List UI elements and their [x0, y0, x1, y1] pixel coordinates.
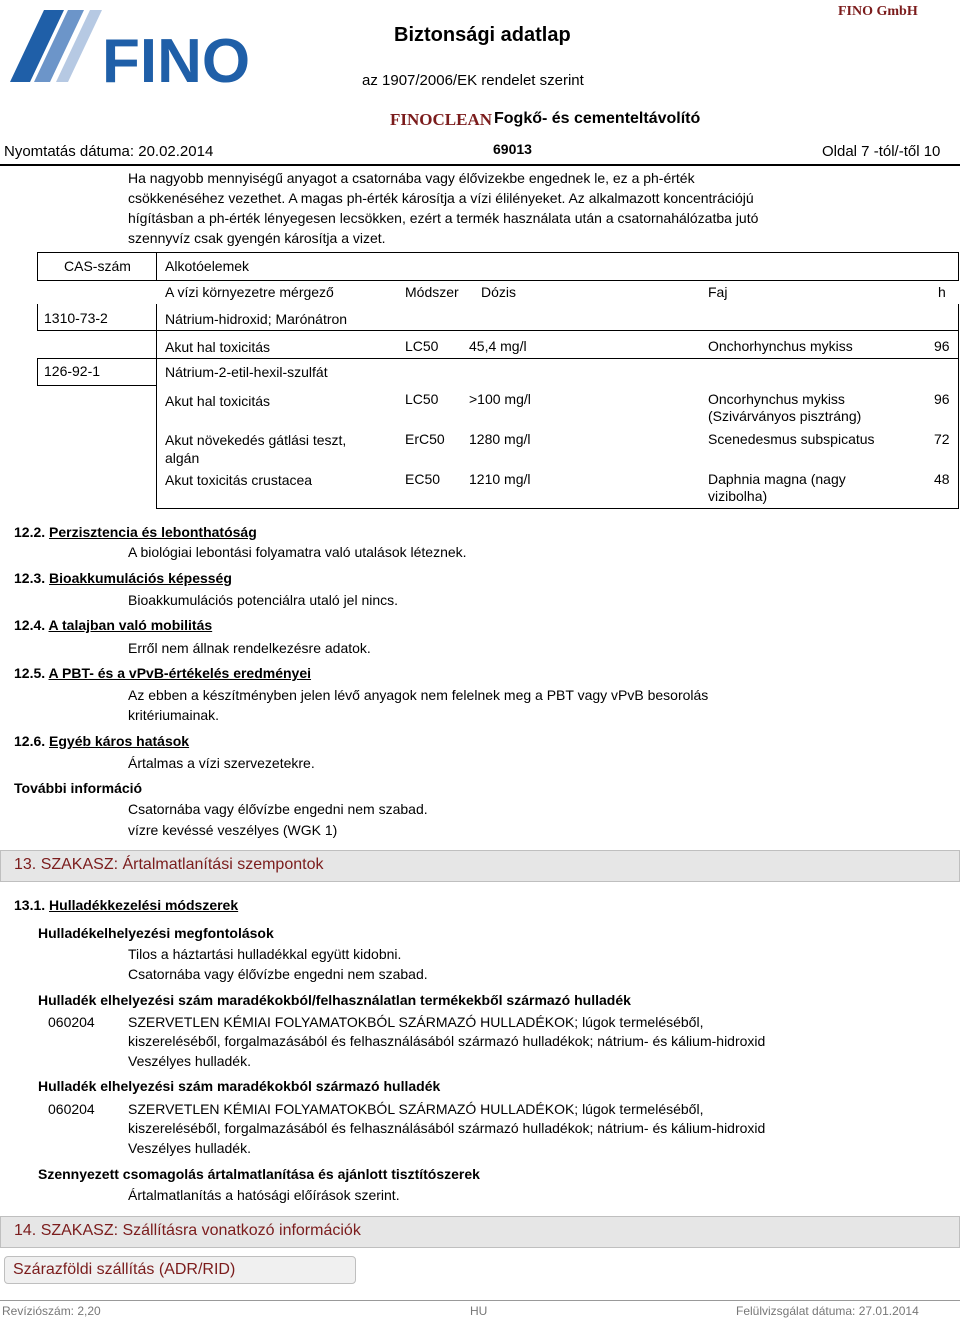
subsection-text: Ártalmas a vízi szervezetekre. [128, 755, 315, 771]
packaging-text: Ártalmatlanítás a hatósági előírások szerint. [128, 1187, 400, 1203]
toxicity-hours: 72 [934, 431, 950, 447]
subsection-number: 13.1. [14, 897, 46, 913]
subsection-title: Egyéb káros hatások [49, 733, 190, 749]
column-header-species: Faj [708, 284, 728, 300]
disposal-advice-heading: Hulladékelhelyezési megfontolások [38, 925, 274, 941]
subsection-number: 12.4. [14, 617, 46, 633]
further-info-text: vízre kevéssé veszélyes (WGK 1) [128, 822, 338, 838]
toxicity-method: LC50 [405, 391, 439, 407]
waste-code-text: Veszélyes hulladék. [128, 1140, 251, 1156]
subsection-title: A talajban való mobilitás [48, 617, 213, 633]
land-transport-bar [4, 1256, 356, 1284]
product-code: 69013 [493, 141, 532, 157]
company-logo [4, 4, 251, 96]
subsection-text: Az ebben a készítményben jelen lévő anyagok nem felelnek meg a PBT vagy vPvB besorolás [128, 687, 709, 703]
toxicity-species: Scenedesmus subspicatus [708, 431, 875, 447]
intro-line: Ha nagyobb mennyiségű anyagot a csatornába vagy élővizekbe engednek le, ez a ph-érték [128, 170, 695, 186]
toxicity-hours: 96 [934, 338, 950, 354]
subsection-number: 12.5. [14, 665, 46, 681]
brand-name: FINOCLEAN [390, 110, 493, 129]
substance-name: Nátrium-hidroxid; Marónátron [165, 311, 348, 327]
column-header-dose: Dózis [481, 284, 517, 300]
land-transport-title: Szárazföldi szállítás (ADR/RID) [13, 1261, 236, 1278]
disposal-advice-text: Tilos a háztartási hulladékkal együtt kidobni. [128, 946, 402, 962]
toxicity-test: Akut növekedés gátlási teszt, [165, 432, 347, 448]
company-name: FINO GmbH [838, 4, 918, 19]
column-header-method: Módszer [405, 284, 459, 300]
subsection-heading [14, 617, 212, 633]
waste-code-heading: Hulladék elhelyezési szám maradékokból származó hulladék [38, 1078, 441, 1094]
toxicity-species: Onchorhynchus mykiss [708, 338, 853, 354]
waste-code-text: kiszereléséből, forgalmazásából és felhasználásából származó hulladékok; nátrium- és kálium-hidroxid [128, 1033, 766, 1049]
subsection-number: 12.3. [14, 570, 46, 586]
toxicity-species-line2: vizibolha) [708, 488, 768, 504]
svg-text:FINO: FINO [102, 27, 251, 96]
subsection-number: 12.2. [14, 524, 46, 540]
waste-code: 060204 [48, 1101, 95, 1117]
subsection-text: kritériumainak. [128, 707, 220, 723]
subsection-title: Hulladékkezelési módszerek [49, 897, 239, 913]
language-code: HU [470, 1304, 488, 1318]
subsection-heading [14, 665, 311, 681]
toxicity-species-line2: (Szivárványos pisztráng) [708, 408, 862, 424]
revision-number: Revíziószám: 2,20 [2, 1304, 101, 1318]
toxicity-test: Akut toxicitás crustacea [165, 472, 313, 488]
section-14-bar [0, 1216, 960, 1248]
subsection-text: Bioakkumulációs potenciálra utaló jel nincs. [128, 592, 399, 608]
subsection-heading [14, 733, 189, 749]
packaging-heading: Szennyezett csomagolás ártalmatlanítása és ajánlott tisztítószerek [38, 1166, 480, 1182]
review-date: Felülvizsgálat dátuma: 27.01.2014 [736, 1304, 919, 1318]
intro-line: csökkenéséhez vezethet. A magas ph-érték károsítja a vízi élilényeket. Az alkalmazott koncentrációjú [128, 190, 754, 206]
header-rule [0, 164, 960, 166]
toxicity-dose: 1210 mg/l [469, 471, 531, 487]
column-header-component: Alkotóelemek [165, 258, 250, 274]
column-header-hours: h [938, 284, 946, 300]
section-13-bar [0, 850, 960, 882]
further-info-text: Csatornába vagy élővízbe engedni nem szabad. [128, 801, 428, 817]
waste-code-heading: Hulladék elhelyezési szám maradékokból/felhasználatlan termékekből származó hulladék [38, 992, 631, 1008]
waste-code-text: SZERVETLEN KÉMIAI FOLYAMATOKBÓL SZÁRMAZÓ HULLADÉKOK; lúgok termeléséből, [128, 1014, 704, 1030]
toxicity-test-line2: algán [165, 450, 200, 466]
page-number: Oldal 7 -tól/-től 10 [822, 143, 941, 160]
toxicity-hours: 96 [934, 391, 950, 407]
subsection-title: A PBT- és a vPvB-értékelés eredményei [48, 665, 312, 681]
disposal-advice-text: Csatornába vagy élővízbe engedni nem szabad. [128, 966, 428, 982]
subsection-heading [14, 524, 257, 540]
subsection-title: Bioakkumulációs képesség [49, 570, 232, 586]
intro-line: hígításban a ph-érték lényegesen lecsökken, ezért a termék használata után a csatornahálózatba jutó [128, 210, 759, 226]
toxicity-dose: 45,4 mg/l [469, 338, 527, 354]
document-subtitle: az 1907/2006/EK rendelet szerint [362, 72, 584, 89]
waste-code-text: kiszereléséből, forgalmazásából és felhasználásából származó hulladékok; nátrium- és kálium-hidroxid [128, 1120, 766, 1136]
toxicity-test: Akut hal toxicitás [165, 393, 271, 409]
print-date: Nyomtatás dátuma: 20.02.2014 [4, 143, 214, 160]
substance-name: Nátrium-2-etil-hexil-szulfát [165, 364, 328, 380]
subsection-text: Erről nem állnak rendelkezésre adatok. [128, 640, 371, 656]
subsection-title: Perzisztencia és lebonthatóság [49, 524, 257, 540]
column-header-toxicity: A vízi környezetre mérgező [165, 284, 334, 300]
waste-code: 060204 [48, 1014, 95, 1030]
toxicity-test: Akut hal toxicitás [165, 339, 271, 355]
cas-number: 1310-73-2 [44, 310, 108, 326]
document-title: Biztonsági adatlap [394, 24, 571, 46]
product-name: Fogkő- és cementeltávolító [494, 110, 701, 127]
subsection-text: A biológiai lebontási folyamatra való utalások léteznek. [128, 544, 467, 560]
column-header-cas: CAS-szám [64, 258, 131, 274]
cas-number: 126-92-1 [44, 363, 101, 379]
toxicity-species: Oncorhynchus mykiss [708, 391, 845, 407]
toxicity-method: EC50 [405, 471, 441, 487]
subsection-number: 12.6. [14, 733, 46, 749]
toxicity-hours: 48 [934, 471, 950, 487]
further-info-heading: További információ [14, 780, 143, 796]
toxicity-dose: 1280 mg/l [469, 431, 531, 447]
toxicity-dose: >100 mg/l [469, 391, 531, 407]
toxicity-method: LC50 [405, 338, 439, 354]
section-13-title: 13. SZAKASZ: Ártalmatlanítási szempontok [14, 856, 324, 873]
subsection-heading [14, 570, 232, 586]
intro-line: szennyvíz csak gyengén károsítja a vizet. [128, 230, 386, 246]
waste-code-text: SZERVETLEN KÉMIAI FOLYAMATOKBÓL SZÁRMAZÓ HULLADÉKOK; lúgok termeléséből, [128, 1101, 704, 1117]
toxicity-method: ErC50 [405, 431, 445, 447]
subsection-heading [14, 897, 238, 913]
section-14-title: 14. SZAKASZ: Szállításra vonatkozó információk [14, 1222, 361, 1239]
toxicity-species: Daphnia magna (nagy [708, 471, 846, 487]
waste-code-text: Veszélyes hulladék. [128, 1053, 251, 1069]
